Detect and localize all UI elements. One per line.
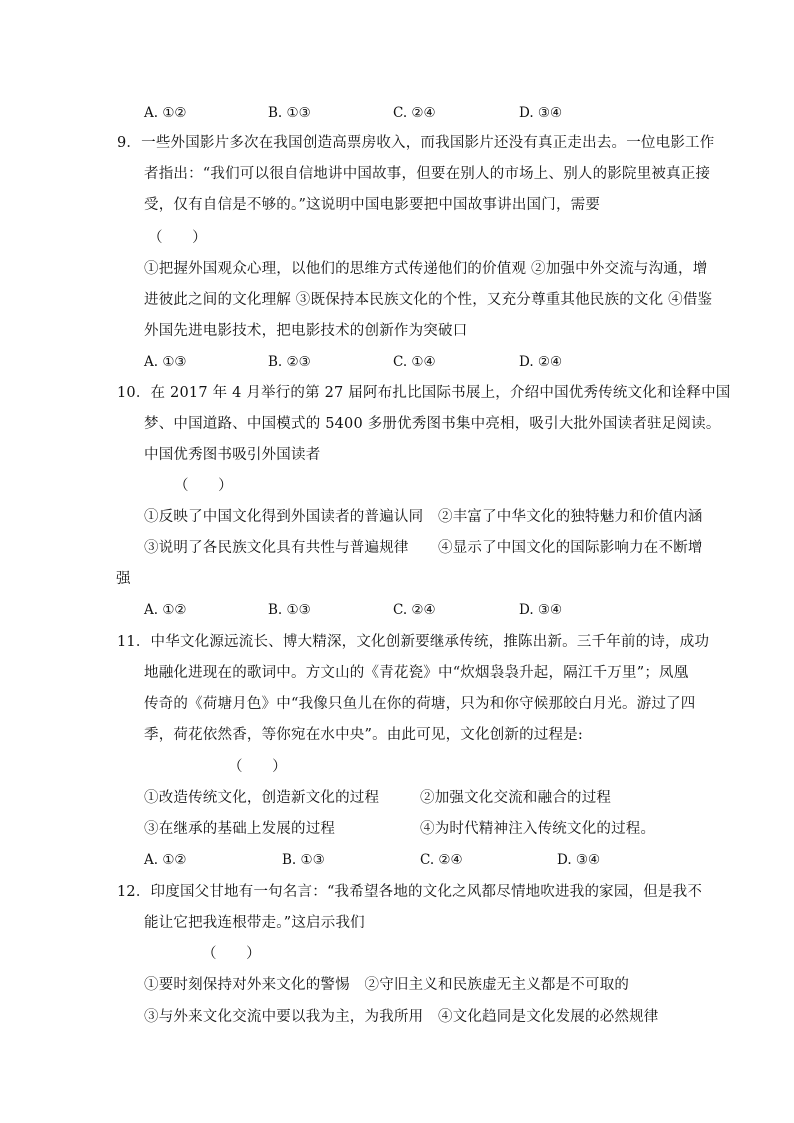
q11-option-c: C. ②④	[420, 852, 463, 868]
q9-option-d: D. ②④	[519, 354, 563, 370]
q8-options	[0, 103, 794, 123]
q9-stem-line-1: 9．一些外国影片多次在我国创造高票房收入，而我国影片还没有真正走出去。一位电影工作	[117, 135, 715, 151]
q8-option-a: A. ①②	[144, 105, 187, 121]
q9-statement-line-1: ①把握外国观众心理，以他们的思维方式传递他们的价值观 ②加强中外交流与沟通，增	[144, 261, 708, 277]
q10-stem-line-1: 10．在 2017 年 4 月举行的第 27 届阿布扎比国际书展上，介绍中国优秀传统文化和诠释中国	[117, 385, 731, 401]
q10-answer-blank: （ ）	[174, 478, 233, 494]
q12-stem-line-1: 12．印度国父甘地有一句名言：“我希望各地的文化之风都尽情地吹进我的家园，但是我不	[117, 884, 703, 900]
q9-option-b: B. ②③	[268, 354, 311, 370]
q11-stem-line-4: 季，荷花依然香，等你宛在水中央”。由此可见，文化创新的过程是:	[144, 727, 583, 743]
q10-stem-line-3: 中国优秀图书吸引外国读者	[144, 447, 321, 463]
q11-statement-3: ③在继承的基础上发展的过程	[144, 821, 336, 837]
q11-option-a: A. ①②	[144, 852, 187, 868]
q8-option-c: C. ②④	[393, 105, 436, 121]
q12-answer-blank: （ ）	[202, 946, 261, 962]
q11-statement-2: ②加强文化交流和融合的过程	[420, 790, 612, 806]
q10-option-c: C. ②④	[393, 602, 436, 618]
q9-statement-line-2: 进彼此之间的文化理解 ③既保持本民族文化的个性，又充分尊重其他民族的文化 ④借鉴	[144, 292, 713, 308]
q11-stem-line-3: 传奇的《荷塘月色》中“我像只鱼儿在你的荷塘，只为和你守候那皎白月光。游过了四	[144, 696, 696, 712]
q12-stem-line-2: 能让它把我连根带走。”这启示我们	[144, 915, 365, 931]
q11-stem-line-2: 地融化进现在的歌词中。方文山的《青花瓷》中“炊烟袅袅升起，隔江千万里”；凤凰	[144, 665, 689, 681]
q9-option-c: C. ①④	[393, 354, 436, 370]
q9-answer-blank: （ ）	[148, 230, 207, 246]
q11-statement-1: ①改造传统文化，创造新文化的过程	[144, 790, 380, 806]
q11-options	[0, 850, 794, 870]
q10-option-a: A. ①②	[144, 602, 187, 618]
q10-options	[0, 600, 794, 620]
q10-statement-line-1: ①反映了中国文化得到外国读者的普遍认同 ②丰富了中华文化的独特魅力和价值内涵	[144, 509, 703, 525]
q9-options	[0, 352, 794, 372]
q8-option-d: D. ③④	[519, 105, 563, 121]
q9-option-a: A. ①③	[144, 354, 187, 370]
q9-stem-line-2: 者指出：“我们可以很自信地讲中国故事，但要在别人的市场上、别人的影院里被真正接	[144, 166, 711, 182]
q9-stem-line-3: 受，仅有自信是不够的。”这说明中国电影要把中国故事讲出国门，需要	[144, 197, 601, 213]
q12-statement-line-2: ③与外来文化交流中要以我为主，为我所用 ④文化趋同是文化发展的必然规律	[144, 1009, 659, 1025]
q8-option-b: B. ①③	[268, 105, 311, 121]
q12-statement-line-1: ①要时刻保持对外来文化的警惕 ②守旧主义和民族虚无主义都是不可取的	[144, 977, 630, 993]
q10-option-d: D. ③④	[519, 602, 563, 618]
q11-option-d: D. ③④	[557, 852, 601, 868]
q11-answer-blank: （ ）	[228, 759, 287, 775]
q10-statement-line-2: ③说明了各民族文化具有共性与普遍规律 ④显示了中国文化的国际影响力在不断增	[144, 540, 703, 556]
q9-statement-line-3: 外国先进电影技术，把电影技术的创新作为突破口	[144, 323, 468, 339]
q11-option-b: B. ①③	[282, 852, 325, 868]
q10-option-b: B. ①③	[268, 602, 311, 618]
q10-statement-line-3: 强	[116, 571, 131, 587]
q10-stem-line-2: 梦、中国道路、中国模式的 5400 多册优秀图书集中亮相，吸引大批外国读者驻足阅读。	[144, 416, 721, 432]
q11-stem-line-1: 11．中华文化源远流长、博大精深，文化创新要继承传统，推陈出新。三千年前的诗，成功	[117, 634, 710, 650]
q11-statement-4: ④为时代精神注入传统文化的过程。	[420, 821, 656, 837]
